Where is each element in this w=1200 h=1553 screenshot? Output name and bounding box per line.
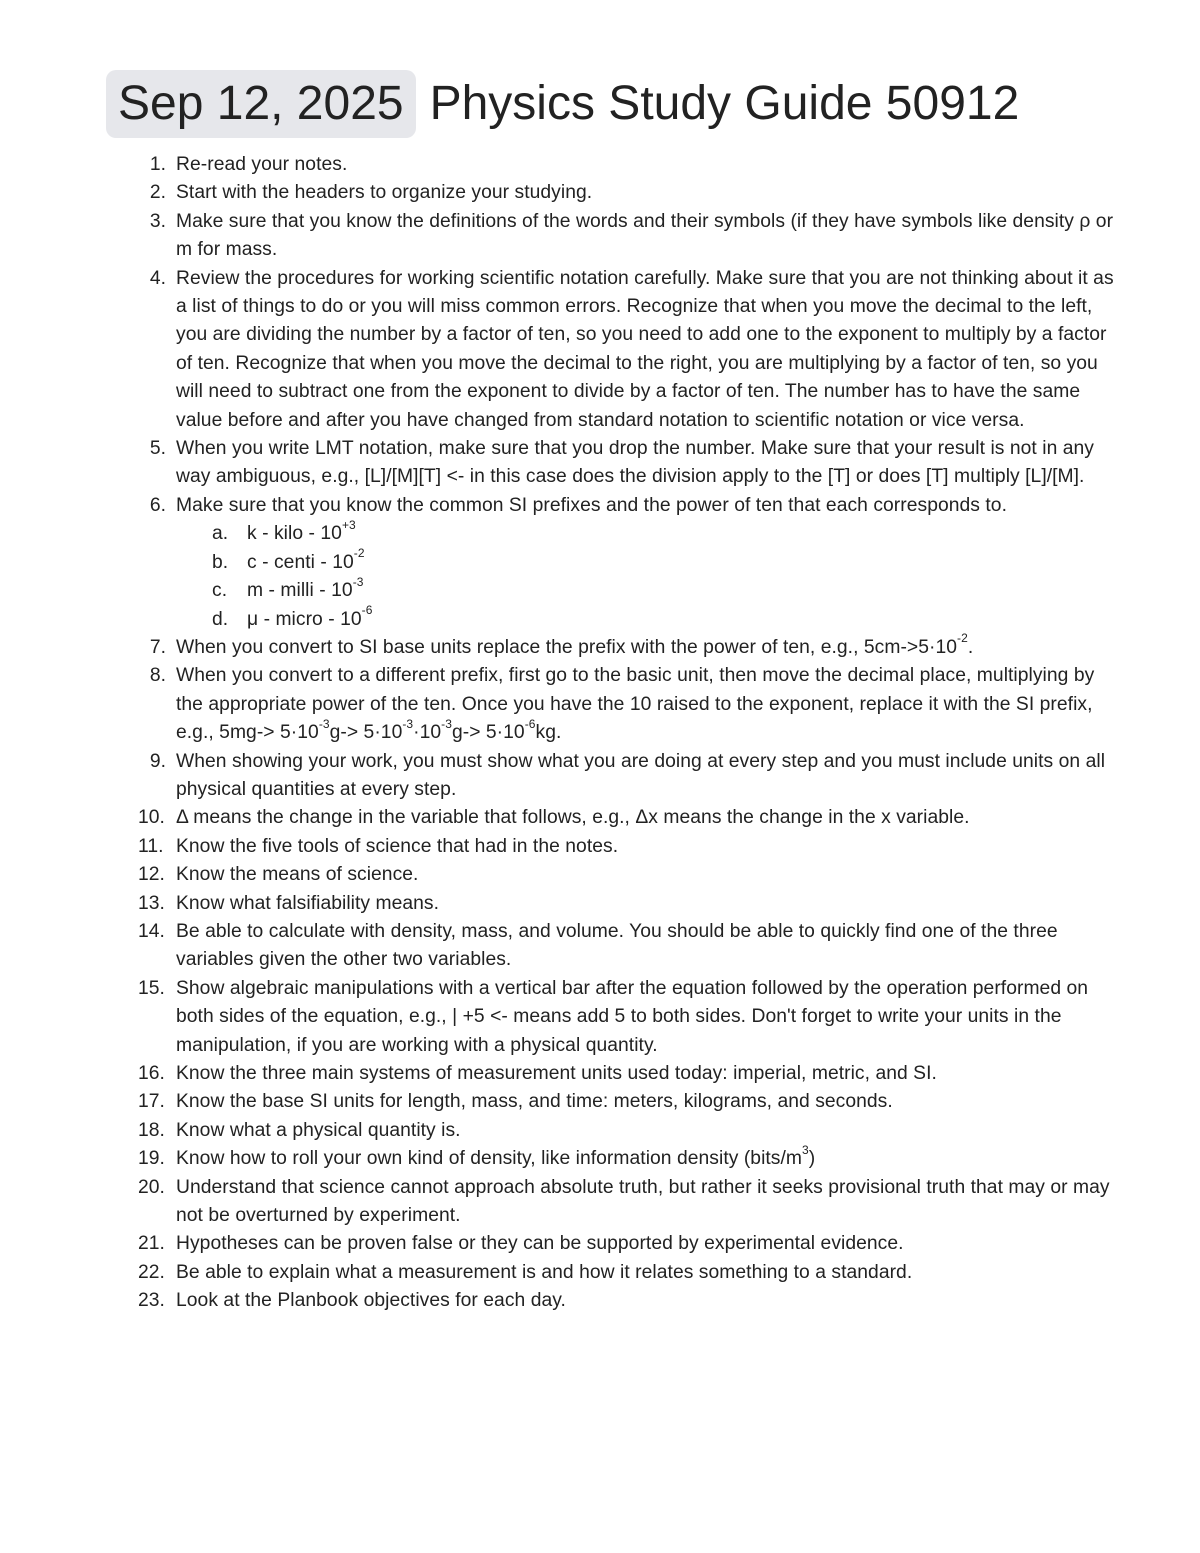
superscript: -3 — [441, 716, 452, 731]
item-text: Show algebraic manipulations with a vertical bar after the equation followed by the operation performed on both sides of the equation, e.g., | +5 <- means add 5 to both sides. Don't forget to write your units in the manipulation, if you are working with a physical quantity. — [176, 977, 1089, 1056]
item-text: Know the five tools of science that had in the notes. — [176, 835, 619, 857]
list-item — [140, 208, 1125, 265]
item-number: 2. — [149, 182, 166, 204]
item-number: 16. — [138, 1063, 165, 1084]
item-text: Be able to explain what a measurement is and how it relates something to a standard. — [176, 1261, 913, 1283]
item-text: Make sure that you know the common SI prefixes and the power of ten that each corresponds to. — [176, 494, 1007, 516]
study-list — [140, 151, 1125, 1316]
sub-item-letter: c. — [212, 580, 228, 602]
list-item — [140, 1174, 1125, 1231]
item-text: Hypotheses can be proven false or they can be supported by experimental evidence. — [176, 1233, 904, 1255]
item-number: 5. — [149, 438, 166, 460]
item-number: 21. — [138, 1233, 165, 1255]
list-item — [140, 662, 1125, 747]
sub-item-letter: d. — [212, 608, 229, 630]
item-text: ·10 — [413, 722, 442, 744]
list-item — [140, 265, 1125, 435]
item-text: Know the three main systems of measurement units used today: imperial, metric, and SI. — [176, 1063, 937, 1084]
superscript: +3 — [341, 517, 356, 532]
sub-list-item — [176, 546, 1125, 577]
item-number: 4. — [149, 267, 166, 289]
list-item — [140, 890, 1125, 918]
superscript: -2 — [353, 546, 365, 561]
item-text: Make sure that you know the definitions of the words and their symbols (if they have symbols like density ρ or m for mass. — [176, 210, 1114, 261]
item-number: 6. — [149, 494, 166, 516]
item-text: kg. — [535, 722, 562, 744]
item-text: Δ means the change in the variable that follows, e.g., Δx means the change in the x variable. — [176, 807, 970, 829]
item-number: 1. — [149, 154, 166, 175]
list-item — [140, 435, 1125, 492]
list-item — [140, 151, 1125, 179]
item-number: 20. — [138, 1176, 165, 1198]
list-item — [140, 804, 1125, 832]
item-text: When you write LMT notation, make sure that you drop the number. Make sure that your result is not in any way ambiguous, e.g., [L]/[M][T] <- in this case does the division apply to the [T] or does [T] multiply [L]/[M]. — [176, 438, 1095, 488]
item-text: Know what falsifiability means. — [176, 892, 440, 914]
item-text: . — [967, 636, 974, 658]
item-number: 15. — [138, 977, 165, 999]
item-text: g-> 5·10 — [451, 722, 525, 744]
item-text: Know what a physical quantity is. — [176, 1119, 461, 1141]
item-number: 19. — [138, 1148, 165, 1170]
item-text: Know the base SI units for length, mass, and time: meters, kilograms, and seconds. — [176, 1091, 893, 1113]
item-number: 9. — [149, 750, 166, 772]
item-number: 23. — [138, 1290, 165, 1312]
item-text: k - kilo - 10 — [247, 523, 342, 545]
date-chip[interactable]: Sep 12, 2025 — [106, 70, 416, 138]
item-number: 14. — [138, 920, 165, 942]
list-item — [140, 1117, 1125, 1145]
sub-item-letter: b. — [212, 551, 229, 573]
list-item — [140, 1259, 1125, 1287]
superscript: -2 — [957, 631, 968, 646]
list-item — [140, 1060, 1125, 1088]
item-number: 22. — [138, 1261, 165, 1283]
list-item — [140, 918, 1125, 975]
sub-list-item — [176, 603, 1125, 634]
list-item — [140, 631, 1125, 662]
item-text: When you convert to a different prefix, first go to the basic unit, then move the decimal place, multiplying by the appropriate power of the ten. Once you have the 10 raised to the exponent, replace it with the SI prefix, e.g., 5mg-> 5·10 — [176, 665, 1095, 744]
item-number: 11. — [138, 835, 164, 857]
list-item — [140, 1230, 1125, 1258]
item-text: Understand that science cannot approach absolute truth, but rather it seeks provisional truth that may or may not be overturned by experiment. — [176, 1176, 1110, 1227]
item-number: 7. — [149, 636, 166, 658]
list-item — [140, 748, 1125, 805]
list-item — [140, 861, 1125, 889]
item-text: m - milli - 10 — [247, 580, 353, 602]
item-number: 17. — [138, 1091, 165, 1113]
superscript: 3 — [802, 1142, 809, 1157]
item-text: g-> 5·10 — [329, 722, 403, 744]
sub-item-letter: a. — [212, 523, 229, 545]
superscript: -6 — [361, 603, 373, 618]
superscript: -3 — [402, 716, 414, 731]
list-item — [138, 1142, 1125, 1173]
list-item — [140, 1088, 1125, 1116]
item-number: 10. — [138, 807, 165, 829]
item-number: 13. — [138, 892, 165, 914]
sub-list — [176, 517, 1125, 634]
item-text: c - centi - 10 — [247, 551, 354, 573]
list-item — [140, 179, 1125, 207]
superscript: -6 — [524, 716, 536, 731]
item-text: When showing your work, you must show what you are doing at every step and you must include units on all physical quantities at every step. — [176, 750, 1106, 800]
item-number: 12. — [138, 864, 165, 886]
item-number: 3. — [149, 210, 166, 232]
item-text: ) — [808, 1148, 816, 1170]
item-text: Start with the headers to organize your studying. — [176, 182, 593, 204]
superscript: -3 — [318, 716, 330, 731]
superscript: -3 — [352, 574, 364, 589]
list-item — [140, 492, 1125, 634]
item-text: Re-read your notes. — [176, 154, 348, 175]
item-text: μ - micro - 10 — [247, 608, 362, 630]
title-text: Physics Study Guide 50912 — [429, 77, 1020, 130]
list-item — [140, 833, 1125, 861]
item-text: Review the procedures for working scientific notation carefully. Make sure that you are not thinking about it as a list of things to do or you will miss common errors. Recognize that when you move the decimal to the left, you are dividing the number by a factor of ten, so you need to add one to the exponent to multiply by a factor of ten. Recognize that when you move the decimal to the right, you are multiplying by a factor of ten, so you will need to subtract one from the exponent to divide by a factor of ten. The number has to have the same value before and after you have changed from standard notation to scientific notation or vice versa. — [176, 267, 1114, 431]
sub-list-item — [176, 517, 1125, 548]
item-number: 8. — [149, 665, 166, 687]
item-number: 18. — [138, 1119, 165, 1141]
list-item — [140, 1287, 1125, 1315]
item-text: Know the means of science. — [176, 864, 419, 886]
page-title — [106, 70, 1019, 138]
item-text: Be able to calculate with density, mass, and volume. You should be able to quickly find one of the three variables given the other two variables. — [176, 920, 1058, 971]
sub-list-item — [176, 574, 1125, 605]
item-text: When you convert to SI base units replace the prefix with the power of ten, e.g., 5cm->5·10 — [176, 636, 958, 658]
item-text: Know how to roll your own kind of density, like information density (bits/m — [176, 1148, 803, 1170]
item-text: Look at the Planbook objectives for each day. — [176, 1290, 566, 1312]
list-item — [140, 975, 1125, 1060]
